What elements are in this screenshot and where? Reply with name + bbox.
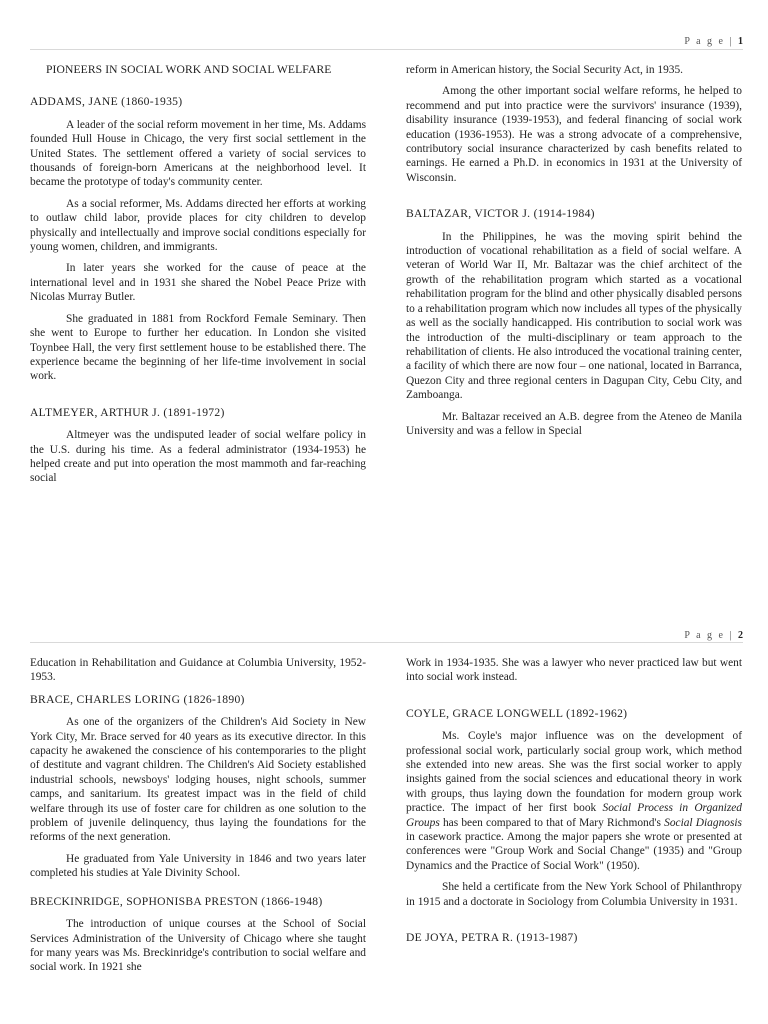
page-label: P a g e | bbox=[684, 630, 738, 641]
paragraph: In the Philippines, he was the moving spirit behind the introduction of vocational rehabilitation as a field of social welfare. A veteran of World War II, Mr. Baltazar was the chief architect of the growth of the rehabilitation program which started as a vocational rehabilitation program for the blind and other physically disabled persons to a rehabilitation program which now includes all types of the physically as well as the socially handicapped. His contribution to social work was the introduction of the multi-disciplinary or team approach to the rehabilitation of clients. He also introduced the vocational training center, a facility of which there are now four – one national, located in Barranca, Quezon City and three regional centers in Dagupan City, Cebu City, and Zamboanga. bbox=[406, 230, 742, 402]
entry-heading-breckinridge: BRECKINRIDGE, SOPHONISBA PRESTON (1866-1948) bbox=[30, 894, 323, 908]
entry-heading-coyle: COYLE, GRACE LONGWELL (1892-1962) bbox=[406, 706, 628, 720]
page-label: P a g e | bbox=[684, 36, 738, 47]
left-column bbox=[30, 63, 366, 493]
book-title: Social Process in Organized Groups bbox=[406, 802, 742, 829]
paragraph: As a social reformer, Ms. Addams directed her efforts at working to outlaw child labor, provide places for city children to develop physically and intellectually and improve social conditions especially for young women, children, and immigrants. bbox=[30, 197, 366, 254]
paragraph: She graduated in 1881 from Rockford Female Seminary. Then she went to Europe to further her education. In London she visited Toynbee Hall, the very first settlement house to be established there. The experience became the beginning of her life-time involvement in social work. bbox=[30, 312, 366, 383]
page-gap bbox=[0, 580, 768, 622]
entry-heading-brace: BRACE, CHARLES LORING (1826-1890) bbox=[30, 692, 245, 706]
entry-heading-addams: ADDAMS, JANE (1860-1935) bbox=[30, 95, 183, 109]
page-number-value: 1 bbox=[738, 36, 743, 47]
entry-heading-baltazar: BALTAZAR, VICTOR J. (1914-1984) bbox=[406, 207, 595, 221]
paragraph: In later years she worked for the cause of peace at the international level and in 1931 she shared the Nobel Peace Prize with Nicolas Murray Butler. bbox=[30, 262, 366, 304]
paragraph: She held a certificate from the New York School of Philanthropy in 1915 and a doctorate in Sociology from Columbia University in 1931. bbox=[406, 881, 742, 908]
paragraph: The introduction of unique courses at the School of Social Services Administration of the University of Chicago where she taught for many years was Ms. Breckinridge's contribution to social welfare and social work. In 1921 she bbox=[30, 918, 366, 974]
paragraph bbox=[406, 729, 742, 873]
text-run: in casework practice. Among the major papers she wrote or presented at conferences were "Group Work and Social Change" (1935) and "Group Dynamics and the Practice of Social Work" (1950). bbox=[406, 831, 742, 872]
entry-heading-dejoya: DE JOYA, PETRA R. (1913-1987) bbox=[406, 931, 578, 945]
paragraph: Among the other important social welfare reforms, he helped to recommend and put into practice were the survivors' insurance (1939), disability insurance (1939-1953), and federal financing of social work education (1936-1953). He was a strong advocate of a comprehensive, contributory social insurance characterized by cash benefits related to earnings. He earned a Ph.D. in economics in 1931 at the University of Wisconsin. bbox=[406, 85, 742, 184]
paragraph: Altmeyer was the undisputed leader of social welfare policy in the U.S. during his time. As a federal administrator (1934-1953) he helped create and put into operation the most mammoth and far-reaching social bbox=[30, 429, 366, 485]
entry-heading-altmeyer: ALTMEYER, ARTHUR J. (1891-1972) bbox=[30, 405, 225, 419]
paragraph: Work in 1934-1935. She was a lawyer who never practiced law but went into social work instead. bbox=[406, 657, 742, 684]
paragraph: A leader of the social reform movement in her time, Ms. Addams founded Hull House in Chicago, the very first social settlement in the United States. The settlement offered a variety of social services to thousands of foreign-born Americans at the neighborhood level. It became the prototype of today's community center. bbox=[30, 118, 366, 189]
paragraph: reform in American history, the Social Security Act, in 1935. bbox=[406, 64, 684, 76]
text-run: has been compared to that of Mary Richmond's bbox=[439, 816, 665, 829]
document-title: PIONEERS IN SOCIAL WORK AND SOCIAL WELFARE bbox=[46, 63, 332, 76]
paragraph: As one of the organizers of the Children's Aid Society in New York City, Mr. Brace served for 40 years as its executive director. In this capacity he awakened the conscience of his contemporaries to the plight of destitute and vagrant children. The Children's Aid Society established industrial schools, newsboys' lodging houses, night schools, summer camps, and sanitarium. Its greatest impact was in the field of child welfare through its use of foster care for children as one solution to the problem of juvenile delinquency, thus laying the foundations for the reforms of the next generation. bbox=[30, 716, 366, 844]
paragraph: Education in Rehabilitation and Guidance at Columbia University, 1952-1953. bbox=[30, 657, 366, 684]
header-rule bbox=[30, 642, 743, 643]
left-column bbox=[30, 656, 366, 982]
right-column bbox=[406, 656, 742, 954]
page-2 bbox=[0, 622, 768, 1024]
page-number-value: 2 bbox=[738, 630, 743, 641]
paragraph: He graduated from Yale University in 1846 and two years later completed his studies at Yale Divinity School. bbox=[30, 852, 366, 880]
page-number bbox=[684, 35, 743, 49]
book-title: Social Diagnosis bbox=[664, 816, 742, 829]
text-run: Ms. Coyle's major influence was on the development of professional social work, particularly social group work, which method she extended into new areas. She was the first social worker to apply insights gained from the social sciences and educational theory in work with groups, thus laying down the foundation for modern group work practice. The impact of her first book bbox=[406, 730, 742, 815]
paragraph: Mr. Baltazar received an A.B. degree from the Ateneo de Manila University and was a fellow in Special bbox=[406, 410, 742, 437]
header-rule bbox=[30, 49, 743, 50]
right-column bbox=[406, 63, 742, 445]
